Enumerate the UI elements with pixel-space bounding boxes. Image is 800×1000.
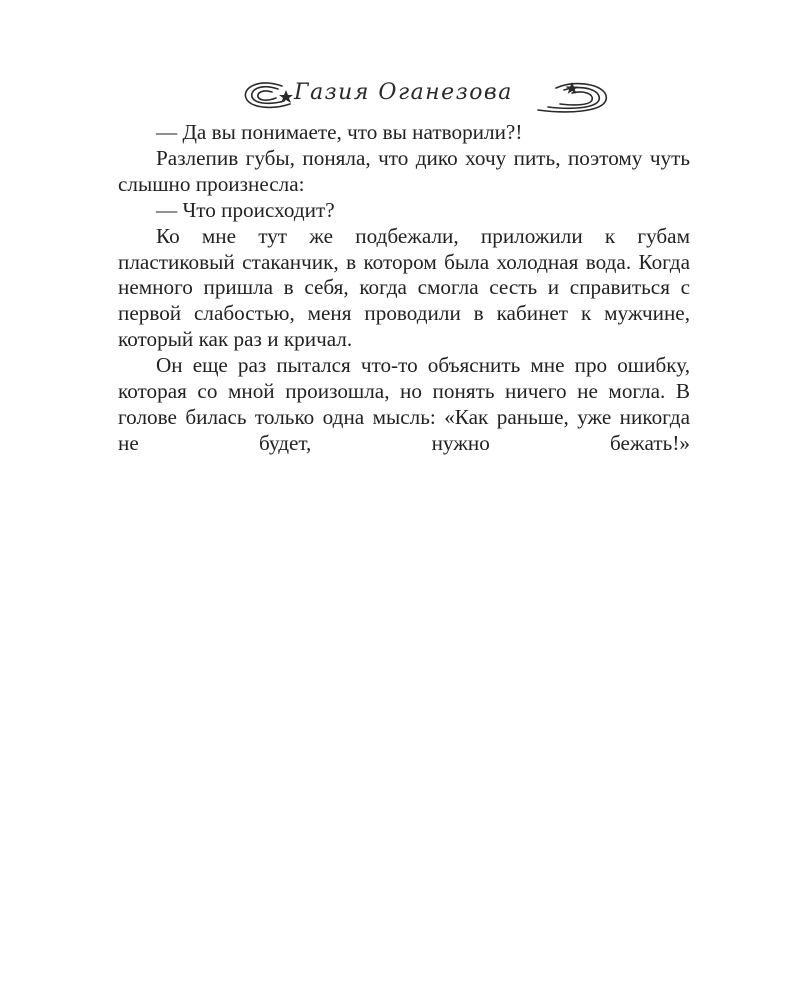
paragraph: Разлепив губы, поняла, что дико хочу пить, поэтому чуть слышно произнесла: — [118, 145, 690, 196]
paragraph: — Что происходит? — [156, 197, 335, 222]
running-header — [238, 74, 618, 120]
paragraph: Ко мне тут же подбежали, приложили к губам пластиковый стаканчик, в котором была холодная вода. Когда немного пришла в себя, когда смогла сесть и справиться с первой слабостью, меня проводили в кабинет к мужчине, который как раз и кричал. — [118, 223, 690, 352]
author-name: Газия Оганезова — [294, 80, 513, 105]
paragraph: Он еще раз пытался что-то объяснить мне про ошибку, которая со мной произошла, но понять ничего не могла. В голове билась только одна мысль: «Как раньше, уже никогда не будет, нужно бежать!» — [118, 353, 690, 455]
body-text — [118, 120, 690, 457]
paragraph: — Да вы понимаете, что вы натворили?! — [156, 120, 523, 144]
